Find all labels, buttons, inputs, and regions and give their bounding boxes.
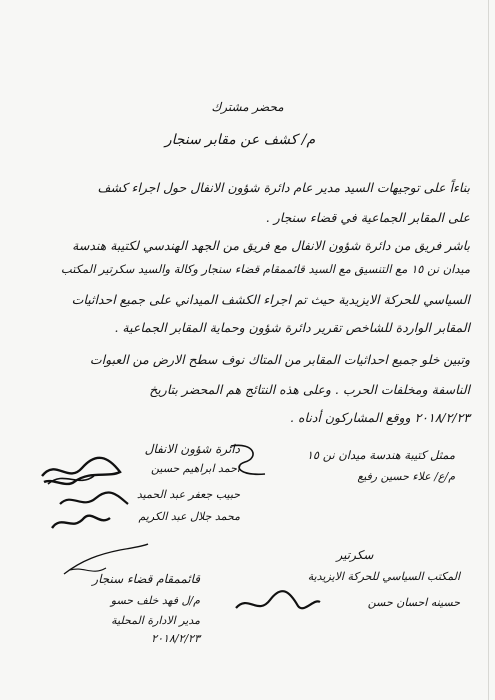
body-line-3: باشر فريق من دائرة شؤون الانفال مع فريق من الجهد الهندسي لكتيبة هندسة xyxy=(72,238,470,253)
qaimaqam-role: مدير الادارة المحلية xyxy=(111,614,200,627)
secretary-org: المكتب السياسي للحركة الايزيدية xyxy=(307,570,460,583)
secretary-title: سكرتير xyxy=(336,548,374,562)
body-line-2: على المقابر الجماعية في قضاء سنجار . xyxy=(265,210,470,225)
body-line-7: وتبين خلو جميع احداثيات المقابر من المتاك نوف سطح الارض من العبوات xyxy=(89,352,470,367)
document-subject: م/ كشف عن مقابر سنجار xyxy=(164,132,316,148)
anfal-name-3: محمد جلال عبد الكريم xyxy=(138,510,240,523)
engineering-name: م/ع/ علاء حسين رفيع xyxy=(357,470,455,483)
qaimaqam-title: قائممقام قضاء سنجار xyxy=(92,572,200,586)
anfal-org-label: دائرة شؤون الانفال xyxy=(144,442,240,456)
secretary-name: حسينه احسان حسن xyxy=(367,596,460,609)
document-heading: محضر مشترك xyxy=(211,100,284,114)
qaimaqam-date: ٢٠١٨/٢/٢٣ xyxy=(151,632,200,645)
engineering-org-label: ممثل كتيبة هندسة ميدان نن ١٥ xyxy=(306,448,455,462)
engineering-signature-scribble xyxy=(225,440,285,480)
body-line-6: المقابر الواردة للشاخص تقرير دائرة شؤون وحماية المقابر الجماعية . xyxy=(114,320,470,335)
anfal-name-2: حبيب جعفر عبد الحميد xyxy=(136,488,240,501)
body-line-9: ٢٠١٨/٢/٢٣ ووقع المشاركون أدناه . xyxy=(290,410,470,425)
body-line-8: الناسفة ومخلفات الحرب . وعلى هذه النتائج هم المحضر بتاريخ xyxy=(149,382,470,397)
body-line-5: السياسي للحركة الايزيدية حيث تم اجراء الكشف الميداني على جميع احداثيات xyxy=(71,292,470,307)
body-line-1: بناءاً على توجيهات السيد مدير عام دائرة شؤون الانفال حول اجراء كشف xyxy=(97,180,470,195)
secretary-signature-scribble xyxy=(232,586,322,620)
anfal-name-1: احمد ابراهيم حسين xyxy=(151,462,240,475)
body-line-4: ميدان نن ١٥ مع التنسيق مع السيد قائممقام قضاء سنجار وكالة والسيد سكرتير المكتب xyxy=(60,262,470,276)
anfal-signatures-scribble xyxy=(38,448,138,538)
qaimaqam-name: م/ل فهد خلف حسو xyxy=(110,594,200,607)
